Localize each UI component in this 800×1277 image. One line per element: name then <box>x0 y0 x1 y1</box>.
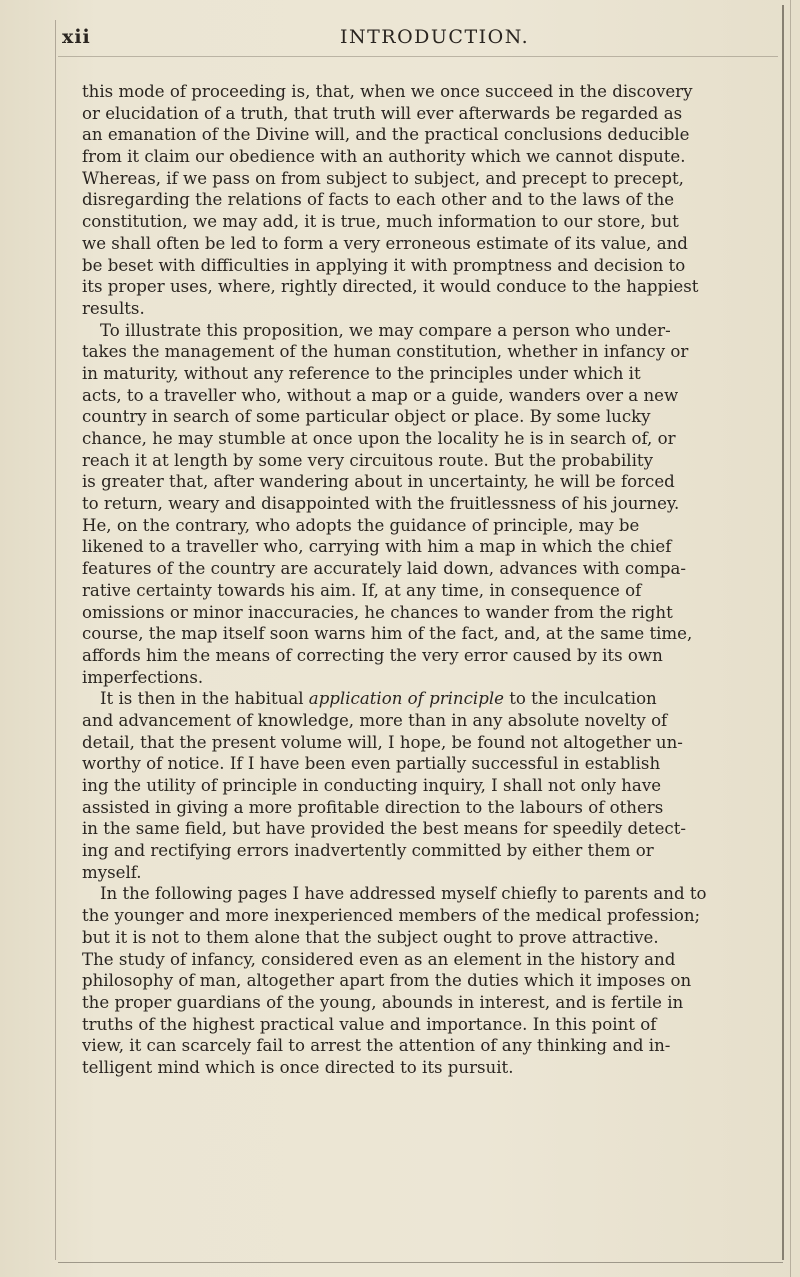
bottom-rule <box>58 1262 783 1263</box>
text-line: this mode of proceeding is, that, when we once succeed in the discovery <box>82 82 693 101</box>
text-line: likened to a traveller who, carrying with him a map in which the chief <box>82 537 672 557</box>
text-line: The study of infancy, considered even as an element in the history and <box>82 949 676 969</box>
text-line: results. <box>82 298 145 318</box>
running-head <box>62 26 777 50</box>
header-rule <box>58 56 778 57</box>
text-line: ing and rectifying errors inadvertently committed by either them or <box>82 841 654 861</box>
paragraph-start-line: In the following pages I have addressed myself chiefly to parents and to <box>100 884 707 904</box>
text-line: features of the country are accurately laid down, advances with compa- <box>82 559 686 579</box>
page-number: xii <box>62 26 91 48</box>
text-line: disregarding the relations of facts to each other and to the laws of the <box>82 190 675 210</box>
text-line: chance, he may stumble at once upon the locality he is in search of, or <box>82 429 676 448</box>
text-line: affords him the means of correcting the very error caused by its own <box>82 645 663 665</box>
text-line: or elucidation of a truth, that truth will ever afterwards be regarded as <box>82 103 683 123</box>
text-line: ing the utility of principle in conducting inquiry, I shall not only have <box>82 776 662 795</box>
text-line: rative certainty towards his aim. If, at any time, in consequence of <box>82 580 642 600</box>
running-title: INTRODUCTION. <box>340 26 530 48</box>
text-line: omissions or minor inaccuracies, he chances to wander from the right <box>82 602 673 622</box>
page-right-edge-outer <box>790 0 791 1277</box>
italic-phrase: application of principle <box>308 689 504 709</box>
body-text <box>82 81 767 1079</box>
text-line: from it claim our obedience with an authority which we cannot dispute. <box>82 147 686 167</box>
text-line: in maturity, without any reference to the principles under which it <box>82 363 641 383</box>
text-line: He, on the contrary, who adopts the guidance of principle, may be <box>82 515 640 535</box>
text-line: worthy of notice. If I have been even partially successful in establish <box>82 754 661 774</box>
text-line: view, it can scarcely fail to arrest the attention of any thinking and in- <box>82 1036 671 1056</box>
text-line: we shall often be led to form a very erroneous estimate of its value, and <box>82 233 688 253</box>
text-line: in the same field, but have provided the best means for speedily detect- <box>82 819 686 839</box>
text-line: constitution, we may add, it is true, much information to our store, but <box>82 212 679 232</box>
text-line: to return, weary and disappointed with the fruitlessness of his journey. <box>82 494 680 514</box>
text-line: telligent mind which is once directed to its pursuit. <box>82 1057 514 1077</box>
text-line: but it is not to them alone that the subject ought to prove attractive. <box>82 927 659 947</box>
text-line: reach it at length by some very circuitous route. But the probability <box>82 450 653 470</box>
text-line: detail, that the present volume will, I hope, be found not altogether un- <box>82 732 683 752</box>
paragraph-start-line: To illustrate this proposition, we may compare a person who under- <box>100 320 671 340</box>
text-line: be beset with difficulties in applying it with promptness and decision to <box>82 255 686 275</box>
page-right-edge <box>782 5 784 1260</box>
text-line: philosophy of man, altogether apart from the duties which it imposes on <box>82 971 692 991</box>
page-left-edge <box>55 20 56 1260</box>
text-line: acts, to a traveller who, without a map or a guide, wanders over a new <box>82 385 679 405</box>
line-text-before: It is then in the habitual <box>100 689 309 709</box>
text-line: truths of the highest practical value and importance. In this point of <box>82 1014 657 1034</box>
paragraph-start-line <box>82 688 767 710</box>
text-line: assisted in giving a more profitable direction to the labours of others <box>82 797 664 817</box>
text-line: an emanation of the Divine will, and the practical conclusions deducible <box>82 125 690 145</box>
text-line: takes the management of the human constitution, whether in infancy or <box>82 342 689 362</box>
text-line: myself. <box>82 862 142 882</box>
text-line: imperfections. <box>82 667 204 687</box>
text-line: Whereas, if we pass on from subject to subject, and precept to precept, <box>82 168 684 188</box>
text-line: its proper uses, where, rightly directed, it would conduce to the happiest <box>82 277 699 297</box>
text-line: country in search of some particular object or place. By some lucky <box>82 407 651 427</box>
text-line: the younger and more inexperienced members of the medical profession; <box>82 906 701 926</box>
text-line: and advancement of knowledge, more than in any absolute novelty of <box>82 710 668 730</box>
text-line: course, the map itself soon warns him of the fact, and, at the same time, <box>82 624 693 644</box>
text-line: is greater that, after wandering about in uncertainty, he will be forced <box>82 472 675 492</box>
line-text-after: to the inculcation <box>503 689 657 709</box>
text-line: the proper guardians of the young, abounds in interest, and is fertile in <box>82 992 684 1012</box>
